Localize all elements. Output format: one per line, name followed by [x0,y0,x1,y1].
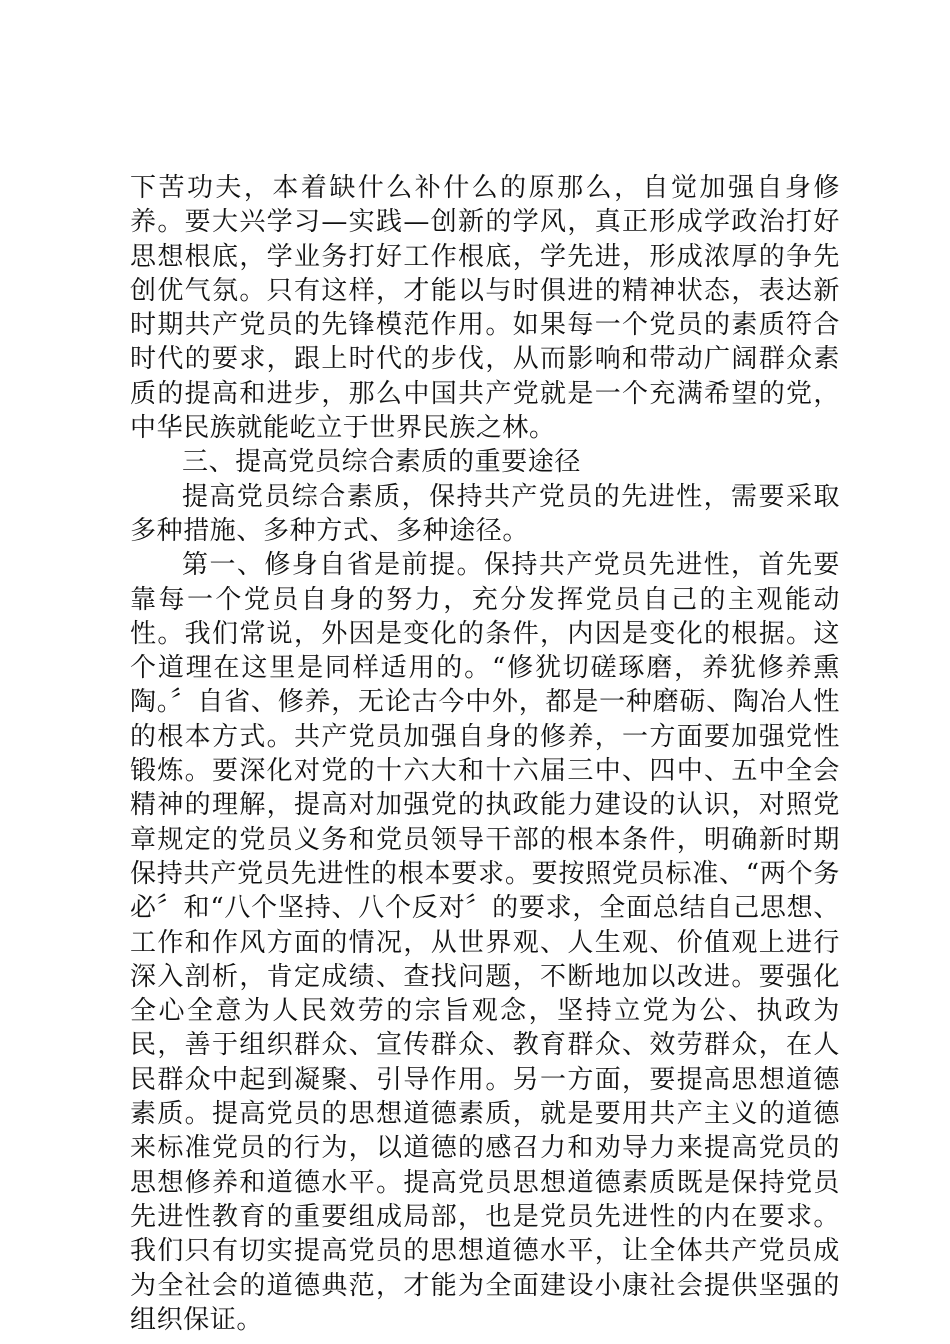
paragraph-intro: 提高党员综合素质，保持共产党员的先进性，需要采取多种措施、多种方式、多种途径。 [130,481,840,546]
paragraph-first-point: 第一、修身自省是前提。保持共产党员先进性，首先要靠每一个党员自身的努力，充分发挥党员自己的主观能动性。我们常说，外因是变化的条件，内因是变化的根据。这个道理在这里是同样适用的。“修犹切磋琢磨，养犹修养熏陶。〞自省、修养，无论古今中外，都是一种磨砺、陶冶人性的根本方式。共产党员加强自身的修养，一方面要加强党性锻炼。要深化对党的十六大和十六届三中、四中、五中全会精神的理解，提高对加强党的执政能力建设的认识，对照党章规定的党员义务和党员领导干部的根本条件，明确新时期保持共产党员先进性的根本要求。要按照党员标准、“两个务必〞和“八个坚持、八个反对〞的要求，全面总结自己思想、工作和作风方面的情况，从世界观、人生观、价值观上进行深入剖析，肯定成绩、查找问题，不断地加以改进。要强化全心全意为人民效劳的宗旨观念，坚持立党为公、执政为民，善于组织群众、宣传群众、教育群众、效劳群众，在人民群众中起到凝聚、引导作用。另一方面，要提高思想道德素质。提高党员的思想道德素质，就是要用共产主义的道德来标准党员的行为，以道德的感召力和劝导力来提高党员的思想修养和道德水平。提高党员思想道德素质既是保持党员先进性教育的重要组成局部，也是党员先进性的内在要求。我们只有切实提高党员的思想道德水平，让全体共产党员成为全社会的道德典范，才能为全面建设小康社会提供坚强的组织保证。 [130,550,840,1335]
document-body [130,171,840,1337]
section-heading: 三、提高党员综合素质的重要途径 [182,447,582,478]
paragraph-continuation: 下苦功夫，本着缺什么补什么的原那么，自觉加强自身修养。要大兴学习—实践—创新的学风，真正形成学政治打好思想根底，学业务打好工作根底，学先进，形成浓厚的争先创优气氛。只有这样，才能以与时俱进的精神状态，表达新时期共产党员的先锋模范作用。如果每一个党员的素质符合时代的要求，跟上时代的步伐，从而影响和带动广阔群众素质的提高和进步，那么中国共产党就是一个充满希望的党，中华民族就能屹立于世界民族之林。 [130,173,840,444]
